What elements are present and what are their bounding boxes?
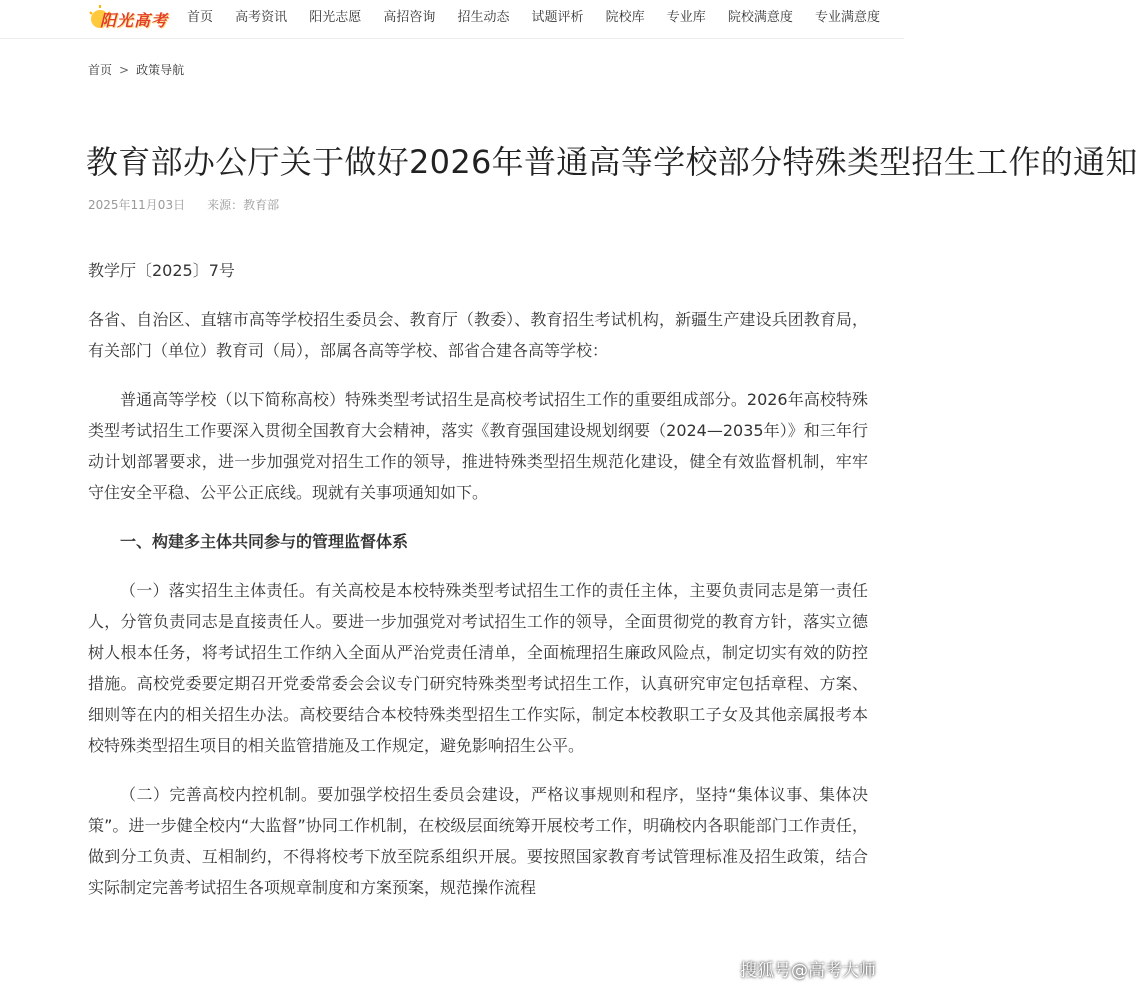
document-number: 教学厅〔2025〕7号	[88, 261, 235, 280]
article-body	[88, 255, 868, 921]
article-meta	[88, 196, 279, 213]
nav-item-admissions[interactable]: 招生动态	[457, 10, 510, 25]
nav-item-consult[interactable]: 高招咨询	[383, 10, 436, 25]
nav-item-exam-review[interactable]: 试题评析	[531, 10, 584, 25]
breadcrumb	[88, 61, 184, 78]
paragraph-responsibility: （一）落实招生主体责任。有关高校是本校特殊类型考试招生工作的责任主体，主要负责同志是第一责任人，分管负责同志是直接责任人。要进一步加强党对考试招生工作的领导，全面贯彻党的教育方针，落实立德树人根本任务，将考试招生工作纳入全面从严治党责任清单，全面梳理招生廉政风险点，制定切实有效的防控措施。高校党委要定期召开党委常委会会议专门研究特殊类型考试招生工作，认真研究审定包括章程、方案、细则等在内的相关招生办法。高校要结合本校特殊类型招生工作实际，制定本校教职工子女及其他亲属报考本校特殊类型招生项目的相关监管措施及工作规定，避免影响招生公平。	[88, 581, 868, 755]
publish-date: 2025年11月03日	[88, 198, 186, 212]
breadcrumb-separator: >	[119, 63, 130, 77]
logo-text: 阳光高考	[100, 11, 169, 30]
breadcrumb-home[interactable]: 首页	[88, 63, 113, 77]
page-title: 教育部办公厅关于做好2026年普通高等学校部分特殊类型招生工作的通知	[86, 143, 1138, 182]
section-heading: 一、构建多主体共同参与的管理监督体系	[120, 532, 409, 551]
intro-paragraph: 普通高等学校（以下简称高校）特殊类型考试招生是高校考试招生工作的重要组成部分。2026年高校特殊类型考试招生工作要深入贯彻全国教育大会精神，落实《教育强国建设规划纲要（2024—2035年）》和三年行动计划部署要求，进一步加强党对招生工作的领导，推进特殊类型招生规范化建设，健全有效监督机制，牢牢守住安全平稳、公平公正底线。现就有关事项通知如下。	[88, 390, 868, 502]
nav-item-news[interactable]: 高考资讯	[235, 10, 288, 25]
article-source: 来源：教育部	[207, 198, 280, 212]
nav-item-volunteer[interactable]: 阳光志愿	[309, 10, 362, 25]
nav-item-home[interactable]: 首页	[187, 10, 214, 25]
nav-item-major-satisfaction[interactable]: 专业满意度	[814, 10, 880, 25]
nav-item-school-db[interactable]: 院校库	[605, 10, 645, 25]
site-logo[interactable]	[88, 2, 168, 32]
nav-item-school-satisfaction[interactable]: 院校满意度	[727, 10, 793, 25]
nav-item-major-db[interactable]: 专业库	[666, 10, 706, 25]
main-menu	[187, 6, 897, 24]
recipients-paragraph: 各省、自治区、直辖市高等学校招生委员会、教育厅（教委）、教育招生考试机构，新疆生产建设兵团教育局，有关部门（单位）教育司（局），部属各高等学校、部省合建各高等学校：	[88, 310, 868, 360]
paragraph-internal-control: （二）完善高校内控机制。要加强学校招生委员会建设，严格议事规则和程序，坚持“集体议事、集体决策”。进一步健全校内“大监督”协同工作机制，在校级层面统筹开展校考工作，明确校内各职能部门工作责任，做到分工负责、互相制约，不得将校考下放至院系组织开展。要按照国家教育考试管理标准及招生政策，结合实际制定完善考试招生各项规章制度和方案预案，规范操作流程	[88, 785, 868, 897]
top-navigation	[0, 0, 904, 39]
watermark: 搜狐号@高考大师	[740, 961, 876, 981]
breadcrumb-current[interactable]: 政策导航	[136, 63, 185, 77]
